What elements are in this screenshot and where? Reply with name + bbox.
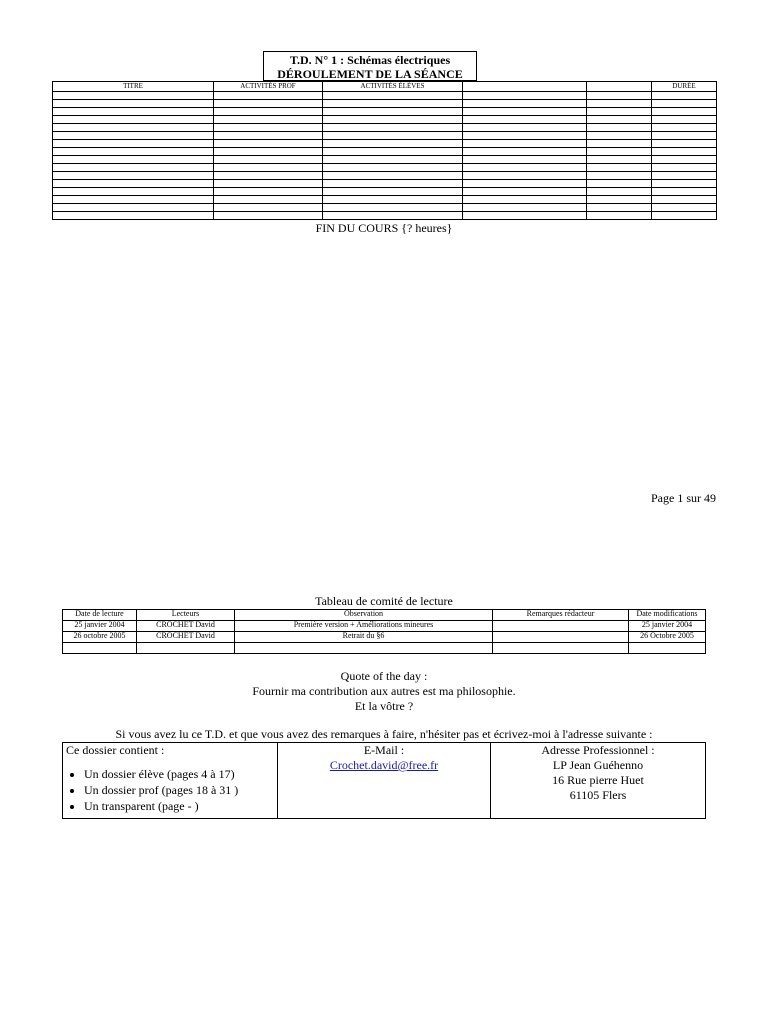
email-cell xyxy=(278,743,491,819)
quote-text: Fournir ma contribution aux autres est ma philosophie. xyxy=(252,684,516,698)
email-label: E-Mail : xyxy=(363,743,405,757)
fin-du-cours: FIN DU COURS {? heures} xyxy=(315,221,453,235)
document-title-box xyxy=(263,51,477,81)
table-cell xyxy=(463,132,587,140)
table-cell xyxy=(463,172,587,180)
table-cell xyxy=(323,108,463,116)
table-cell xyxy=(53,156,214,164)
col-activites-eleves: ACTIVITÉS ÉLÈVES xyxy=(323,82,463,92)
quote-question: Et la vôtre ? xyxy=(354,699,414,713)
col-duree: DURÉE xyxy=(652,82,717,92)
table-cell xyxy=(214,204,323,212)
table-cell xyxy=(587,188,652,196)
seance-header-row xyxy=(53,82,717,92)
table-cell xyxy=(587,196,652,204)
table-cell xyxy=(53,148,214,156)
quote-block xyxy=(0,669,768,714)
table-cell xyxy=(587,212,652,220)
table-row xyxy=(53,124,717,132)
table-cell xyxy=(652,156,717,164)
table-cell xyxy=(214,180,323,188)
table-cell xyxy=(463,156,587,164)
dossier-title: Ce dossier contient : xyxy=(66,743,165,757)
table-cell xyxy=(463,188,587,196)
table-cell xyxy=(587,108,652,116)
table-row xyxy=(53,172,717,180)
table-cell xyxy=(214,140,323,148)
table-cell xyxy=(463,124,587,132)
dossier-cell xyxy=(63,743,278,819)
col-blank-1 xyxy=(463,82,587,92)
table-cell xyxy=(652,140,717,148)
cell-lecteur xyxy=(137,643,235,654)
table-cell xyxy=(463,212,587,220)
table-cell xyxy=(463,204,587,212)
table-row xyxy=(53,180,717,188)
table-cell xyxy=(53,212,214,220)
table-cell xyxy=(53,180,214,188)
cell-remarques xyxy=(493,621,629,632)
table-cell xyxy=(463,164,587,172)
table-cell xyxy=(652,212,717,220)
table-cell xyxy=(214,156,323,164)
table-cell xyxy=(652,172,717,180)
table-cell xyxy=(53,140,214,148)
table-cell xyxy=(587,148,652,156)
table-cell xyxy=(214,124,323,132)
table-cell xyxy=(587,92,652,100)
cell-lecteur: CROCHET David xyxy=(137,632,235,643)
dossier-list xyxy=(66,766,274,814)
cell-date-modification: 26 Octobre 2005 xyxy=(629,632,706,643)
table-cell xyxy=(214,164,323,172)
table-cell xyxy=(652,196,717,204)
table-row xyxy=(53,92,717,100)
cell-observation: Retrait du §6 xyxy=(235,632,493,643)
table-cell xyxy=(587,100,652,108)
table-cell xyxy=(652,92,717,100)
table-cell xyxy=(214,212,323,220)
table-cell xyxy=(323,204,463,212)
table-row xyxy=(53,100,717,108)
table-cell xyxy=(214,188,323,196)
table-cell xyxy=(463,92,587,100)
table-cell xyxy=(53,116,214,124)
table-row xyxy=(53,116,717,124)
seance-table xyxy=(52,81,717,220)
table-cell xyxy=(53,92,214,100)
address-line: 61105 Flers xyxy=(569,788,627,802)
table-cell xyxy=(587,164,652,172)
table-cell xyxy=(53,108,214,116)
table-cell xyxy=(323,140,463,148)
comite-header-row xyxy=(63,610,706,621)
table-cell xyxy=(214,92,323,100)
table-cell xyxy=(323,116,463,124)
table-cell xyxy=(214,100,323,108)
table-cell xyxy=(323,196,463,204)
table-cell xyxy=(652,164,717,172)
table-cell xyxy=(323,180,463,188)
table-cell xyxy=(587,132,652,140)
table-cell xyxy=(214,196,323,204)
table-cell xyxy=(323,164,463,172)
table-cell xyxy=(323,132,463,140)
table-cell xyxy=(53,124,214,132)
page-number: Page 1 sur 49 xyxy=(651,491,716,505)
table-cell xyxy=(53,100,214,108)
table-row xyxy=(63,621,706,632)
table-cell xyxy=(463,140,587,148)
table-row xyxy=(63,643,706,654)
table-cell xyxy=(652,132,717,140)
seance-title: DÉROULEMENT DE LA SÉANCE xyxy=(277,67,463,81)
table-cell xyxy=(214,108,323,116)
table-cell xyxy=(53,172,214,180)
table-cell xyxy=(323,124,463,132)
col-activites-prof: ACTIVITÉS PROF xyxy=(214,82,323,92)
table-cell xyxy=(463,116,587,124)
cell-date-modification xyxy=(629,643,706,654)
table-cell xyxy=(463,180,587,188)
seance-body xyxy=(53,92,717,220)
table-cell xyxy=(652,204,717,212)
cell-date-lecture: 26 octobre 2005 xyxy=(63,632,137,643)
table-cell xyxy=(587,140,652,148)
table-cell xyxy=(652,116,717,124)
col-titre: TITRE xyxy=(53,82,214,92)
list-item: • Un dossier élève (pages 4 à 17) xyxy=(84,766,274,782)
cell-remarques xyxy=(493,643,629,654)
table-cell xyxy=(214,116,323,124)
cell-date-lecture: 25 janvier 2004 xyxy=(63,621,137,632)
address-label: Adresse Professionnel : xyxy=(541,743,655,757)
table-cell xyxy=(323,156,463,164)
cell-date-lecture xyxy=(63,643,137,654)
table-cell xyxy=(652,188,717,196)
col-observation: Observation xyxy=(235,610,493,621)
col-blank-2 xyxy=(587,82,652,92)
table-cell xyxy=(214,148,323,156)
comite-title: Tableau de comité de lecture xyxy=(315,594,453,608)
table-cell xyxy=(652,148,717,156)
cell-date-modification: 25 janvier 2004 xyxy=(629,621,706,632)
table-cell xyxy=(323,172,463,180)
invite-text: Si vous avez lu ce T.D. et que vous avez des remarques à faire, n'hésiter pas et écrivez-moi à l'adresse suivante : xyxy=(115,727,653,741)
table-cell xyxy=(652,180,717,188)
table-row xyxy=(53,148,717,156)
table-row xyxy=(53,204,717,212)
table-cell xyxy=(323,100,463,108)
col-remarques: Remarques rédacteur xyxy=(493,610,629,621)
list-item: • Un dossier prof (pages 18 à 31 ) xyxy=(84,782,274,798)
address-line: 16 Rue pierre Huet xyxy=(552,773,644,787)
table-cell xyxy=(323,148,463,156)
table-row xyxy=(53,108,717,116)
table-cell xyxy=(53,196,214,204)
table-cell xyxy=(323,92,463,100)
table-cell xyxy=(587,172,652,180)
cell-observation xyxy=(235,643,493,654)
table-row xyxy=(53,212,717,220)
table-cell xyxy=(587,156,652,164)
table-cell xyxy=(652,100,717,108)
table-cell xyxy=(214,172,323,180)
email-link[interactable]: Crochet.david@free.fr xyxy=(329,758,439,772)
table-cell xyxy=(587,124,652,132)
table-cell xyxy=(587,116,652,124)
table-row xyxy=(53,196,717,204)
table-row xyxy=(53,140,717,148)
cell-observation: Première version + Améliorations mineures xyxy=(235,621,493,632)
table-cell xyxy=(53,164,214,172)
td-title: T.D. N° 1 : Schémas électriques xyxy=(289,53,451,67)
table-cell xyxy=(53,188,214,196)
address-line: LP Jean Guéhenno xyxy=(552,758,644,772)
table-cell xyxy=(463,108,587,116)
table-cell xyxy=(323,212,463,220)
table-cell xyxy=(53,204,214,212)
table-row xyxy=(63,632,706,643)
col-date-lecture: Date de lecture xyxy=(63,610,137,621)
table-cell xyxy=(53,132,214,140)
address-cell xyxy=(491,743,706,819)
table-cell xyxy=(587,204,652,212)
table-cell xyxy=(652,124,717,132)
table-cell xyxy=(463,100,587,108)
quote-label: Quote of the day : xyxy=(340,669,428,683)
table-cell xyxy=(323,188,463,196)
comite-table xyxy=(62,609,706,654)
col-date-modifications: Date modifications xyxy=(629,610,706,621)
table-row xyxy=(53,164,717,172)
list-item: • Un transparent (page - ) xyxy=(84,798,274,814)
contact-table xyxy=(62,742,706,819)
cell-remarques xyxy=(493,632,629,643)
table-row xyxy=(53,132,717,140)
table-cell xyxy=(214,132,323,140)
col-lecteurs: Lecteurs xyxy=(137,610,235,621)
cell-lecteur: CROCHET David xyxy=(137,621,235,632)
table-row xyxy=(53,156,717,164)
table-cell xyxy=(587,180,652,188)
table-row xyxy=(53,188,717,196)
table-cell xyxy=(463,148,587,156)
table-cell xyxy=(652,108,717,116)
table-cell xyxy=(463,196,587,204)
